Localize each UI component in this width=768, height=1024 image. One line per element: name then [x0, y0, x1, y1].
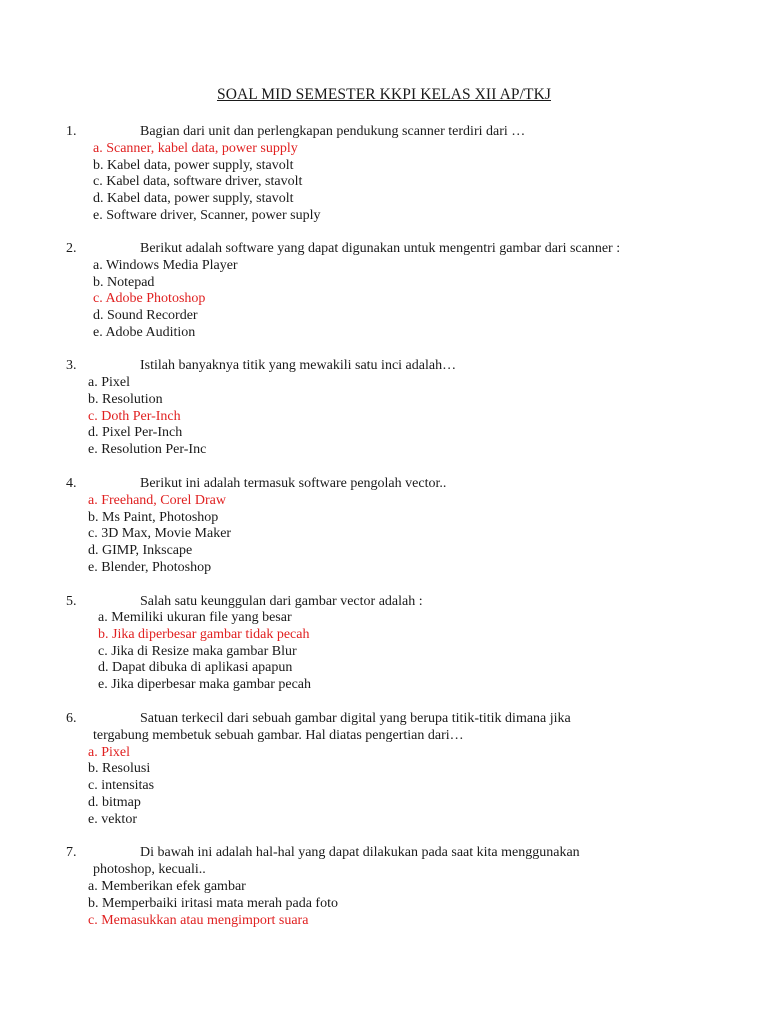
option: d. GIMP, Inkscape	[88, 543, 193, 558]
option: b. Memperbaiki iritasi mata merah pada foto	[88, 896, 338, 911]
option: d. bitmap	[88, 795, 141, 810]
option-answer: a. Freehand, Corel Draw	[88, 493, 227, 508]
question-number: 3.	[66, 358, 77, 373]
option: a. Memberikan efek gambar	[88, 879, 246, 894]
option: d. Dapat dibuka di aplikasi apapun	[98, 660, 293, 675]
option: c. Jika di Resize maka gambar Blur	[98, 644, 297, 659]
question-text-continued: tergabung membetuk sebuah gambar. Hal diatas pengertian dari…	[93, 728, 464, 743]
option: b. Ms Paint, Photoshop	[88, 510, 219, 525]
option-answer: c. Doth Per-Inch	[88, 409, 181, 424]
page-title: SOAL MID SEMESTER KKPI KELAS XII AP/TKJ	[216, 86, 551, 103]
option: d. Sound Recorder	[93, 308, 198, 323]
question-number: 4.	[66, 476, 77, 491]
question-text: Berikut adalah software yang dapat digunakan untuk mengentri gambar dari scanner :	[140, 241, 621, 256]
option: e. Adobe Audition	[93, 325, 196, 340]
option: b. Notepad	[93, 275, 155, 290]
question-text: Salah satu keunggulan dari gambar vector adalah :	[140, 594, 423, 609]
question-text: Bagian dari unit dan perlengkapan pendukung scanner terdiri dari …	[140, 124, 526, 139]
option: c. Kabel data, software driver, stavolt	[93, 174, 303, 189]
option: e. vektor	[88, 812, 137, 827]
option-answer: a. Pixel	[88, 745, 130, 760]
question-number: 6.	[66, 711, 77, 726]
option: c. 3D Max, Movie Maker	[88, 526, 232, 541]
question-text: Berikut ini adalah termasuk software pengolah vector..	[140, 476, 447, 491]
question-text: Di bawah ini adalah hal-hal yang dapat dilakukan pada saat kita menggunakan	[140, 845, 580, 860]
option: b. Resolution	[88, 392, 163, 407]
option: e. Resolution Per-Inc	[88, 442, 207, 457]
question-text-continued: photoshop, kecuali..	[93, 862, 206, 877]
option: a. Memiliki ukuran file yang besar	[98, 610, 292, 625]
question-number: 2.	[66, 241, 77, 256]
option: e. Jika diperbesar maka gambar pecah	[98, 677, 312, 692]
option: b. Resolusi	[88, 761, 151, 776]
option: d. Pixel Per-Inch	[88, 425, 183, 440]
option: e. Blender, Photoshop	[88, 560, 212, 575]
option: d. Kabel data, power supply, stavolt	[93, 191, 294, 206]
option-answer: c. Adobe Photoshop	[93, 291, 206, 306]
option-answer: b. Jika diperbesar gambar tidak pecah	[98, 627, 310, 642]
option: c. intensitas	[88, 778, 155, 793]
question-text: Satuan terkecil dari sebuah gambar digital yang berupa titik-titik dimana jika	[140, 711, 571, 726]
question-number: 1.	[66, 124, 77, 139]
option-answer: a. Scanner, kabel data, power supply	[93, 141, 298, 156]
question-text: Istilah banyaknya titik yang mewakili satu inci adalah…	[140, 358, 457, 373]
option-answer: c. Memasukkan atau mengimport suara	[88, 913, 309, 928]
question-number: 5.	[66, 594, 77, 609]
question-number: 7.	[66, 845, 77, 860]
option: e. Software driver, Scanner, power suply	[93, 208, 321, 223]
option: b. Kabel data, power supply, stavolt	[93, 158, 294, 173]
option: a. Pixel	[88, 375, 130, 390]
option: a. Windows Media Player	[93, 258, 238, 273]
